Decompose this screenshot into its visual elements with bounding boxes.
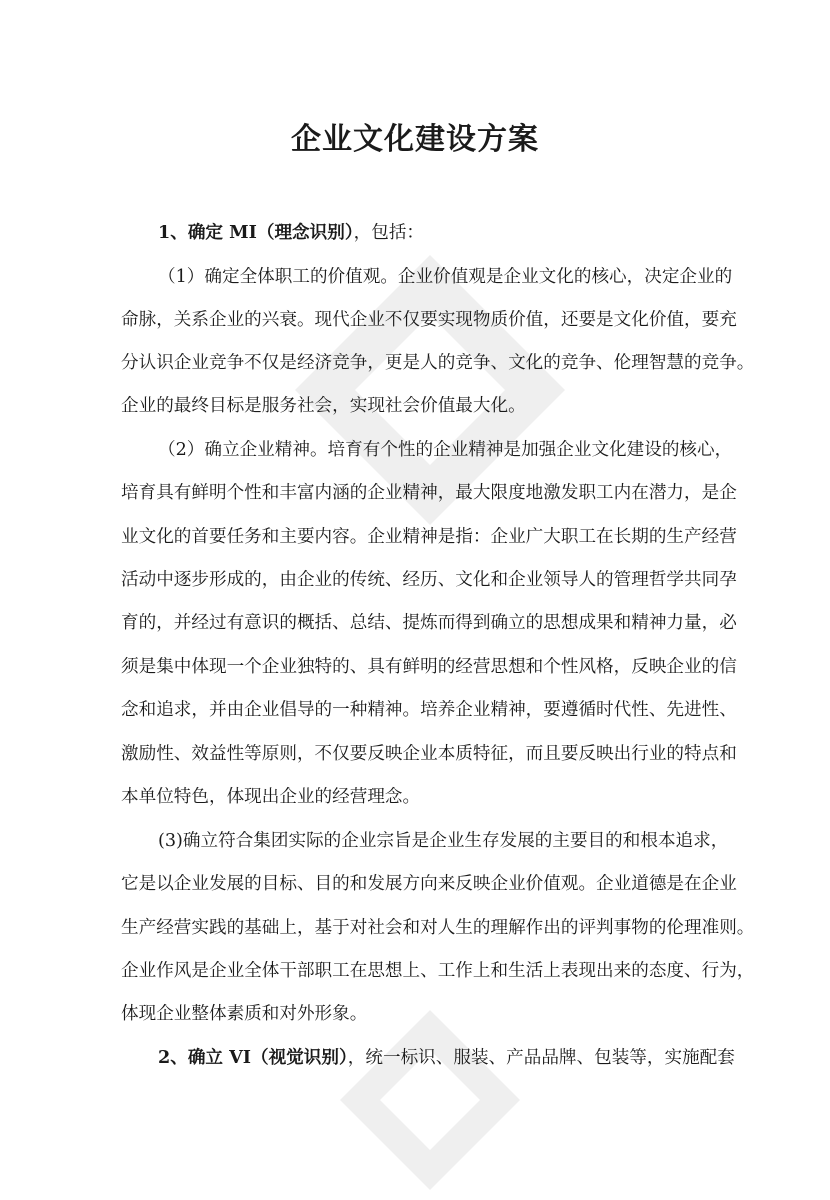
paragraph-line: 生产经营实践的基础上，基于对社会和对人生的理解作出的评判事物的伦理准则。 (121, 918, 755, 938)
heading-rest: ，统一标识、服装、产品品牌、包装等，实施配套 (347, 1048, 735, 1068)
paragraph-line: 须是集中体现一个企业独特的、具有鲜明的经营思想和个性风格，反映企业的信 (121, 657, 737, 677)
paragraph-line: 培育具有鲜明个性和丰富内涵的企业精神，最大限度地激发职工内在潜力，是企 (121, 483, 737, 503)
section-heading-mi (158, 221, 709, 245)
paragraph-line: 企业作风是企业全体干部职工在思想上、工作上和生活上表现出来的态度、行为， (121, 961, 755, 981)
paragraph-line: 育的，并经过有意识的概括、总结、提炼而得到确立的思想成果和精神力量，必 (121, 613, 737, 633)
heading-rest: ，包括： (353, 223, 425, 243)
paragraph-line: 活动中逐步形成的，由企业的传统、经历、文化和企业领导人的管理哲学共同孕 (121, 570, 737, 590)
paragraph-line: 激励性、效益性等原则，不仅要反映企业本质特征，而且要反映出行业的特点和 (121, 744, 737, 764)
section-heading-vi (158, 1046, 735, 1070)
heading-bold: 1、确定 MI（理念识别） (158, 222, 354, 243)
watermark-logo (330, 1000, 530, 1200)
paragraph-line: 本单位特色，体现出企业的经营理念。 (121, 787, 421, 807)
paragraph-line: 企业的最终目标是服务社会，实现社会价值最大化。 (121, 396, 526, 416)
paragraph-line: 念和追求，并由企业倡导的一种精神。培养企业精神，要遵循时代性、先进性、 (121, 700, 737, 720)
paragraph-line: 体现企业整体素质和对外形象。 (121, 1004, 368, 1024)
paragraph-line: 它是以企业发展的目标、目的和发展方向来反映企业价值观。企业道德是在企业 (121, 874, 737, 894)
paragraph-line: 分认识企业竞争不仅是经济竞争，更是人的竞争、文化的竞争、伦理智慧的竞争。 (121, 353, 755, 373)
paragraph-line: （1）确定全体职工的价值观。企业价值观是企业文化的核心，决定企业的 (158, 267, 733, 287)
paragraph-line: （2）确立企业精神。培育有个性的企业精神是加强企业文化建设的核心， (158, 440, 733, 460)
paragraph-line: 业文化的首要任务和主要内容。企业精神是指：企业广大职工在长期的生产经营 (121, 527, 737, 547)
heading-bold: 2、确立 VI（视觉识别） (158, 1047, 348, 1068)
document-title: 企业文化建设方案 (291, 122, 539, 157)
paragraph-line: 命脉，关系企业的兴衰。现代企业不仅要实现物质价值，还要是文化价值，要充 (121, 310, 737, 330)
paragraph-line: (3)确立符合集团实际的企业宗旨是企业生存发展的主要目的和根本追求， (158, 831, 729, 851)
